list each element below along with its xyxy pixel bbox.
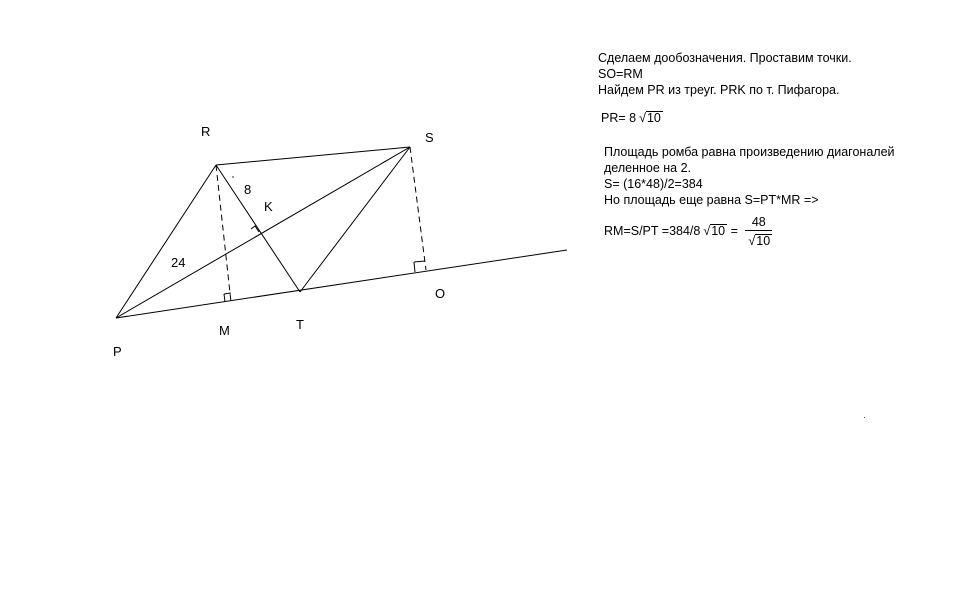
rm-sqrt: √ 10 <box>710 224 727 238</box>
note-line-5: Площадь ромба равна произведению диагоналей <box>604 145 895 159</box>
diagonal-RT <box>216 165 300 292</box>
length-RK: 8 <box>244 182 252 197</box>
rm-denominator <box>745 231 772 249</box>
rhombus-diagram <box>0 0 600 380</box>
stray-dot <box>864 417 865 418</box>
right-angle-mark-O-top <box>414 261 425 262</box>
label-S: S <box>425 130 434 145</box>
pr-prefix: PR= 8 <box>601 111 637 125</box>
right-angle-mark-M <box>224 294 225 302</box>
altitude-RM <box>216 165 231 302</box>
note-line-3: Найдем PR из треуг. PRK по т. Пифагора. <box>598 83 840 97</box>
note-line-1: Сделаем дообозначения. Проставим точки. <box>598 51 852 65</box>
label-P: P <box>113 344 122 359</box>
label-T: T <box>296 317 304 332</box>
note-pr <box>601 110 895 126</box>
right-angle-mark-O <box>414 262 415 272</box>
side-ST <box>300 147 410 292</box>
rm-equals: = <box>727 223 742 238</box>
note-line-2: SO=RM <box>598 67 643 81</box>
label-K: K <box>264 199 273 214</box>
rm-fraction <box>745 214 772 249</box>
right-angle-mark-M-top <box>224 293 231 294</box>
note-line-8: Но площадь еще равна S=PT*MR => <box>604 193 819 207</box>
length-PK: 24 <box>171 255 186 270</box>
note-rm <box>604 214 895 249</box>
pr-sqrt: √ 10 <box>646 111 663 125</box>
note-line-6: деленное на 2. <box>604 161 692 175</box>
side-PR <box>116 165 216 318</box>
rm-prefix: RM=S/PT =384/8 <box>604 223 701 238</box>
label-O: O <box>435 286 446 301</box>
label-M: M <box>219 323 230 338</box>
side-RS <box>216 147 410 165</box>
rm-den-sqrt: √ 10 <box>755 234 772 248</box>
rm-numerator: 48 <box>745 214 772 231</box>
tick-dot <box>232 176 233 177</box>
altitude-SO <box>410 147 426 270</box>
solution-notes <box>598 50 895 249</box>
label-R: R <box>201 124 211 139</box>
note-line-7: S= (16*48)/2=384 <box>604 177 703 191</box>
diagonal-PS <box>116 147 410 318</box>
